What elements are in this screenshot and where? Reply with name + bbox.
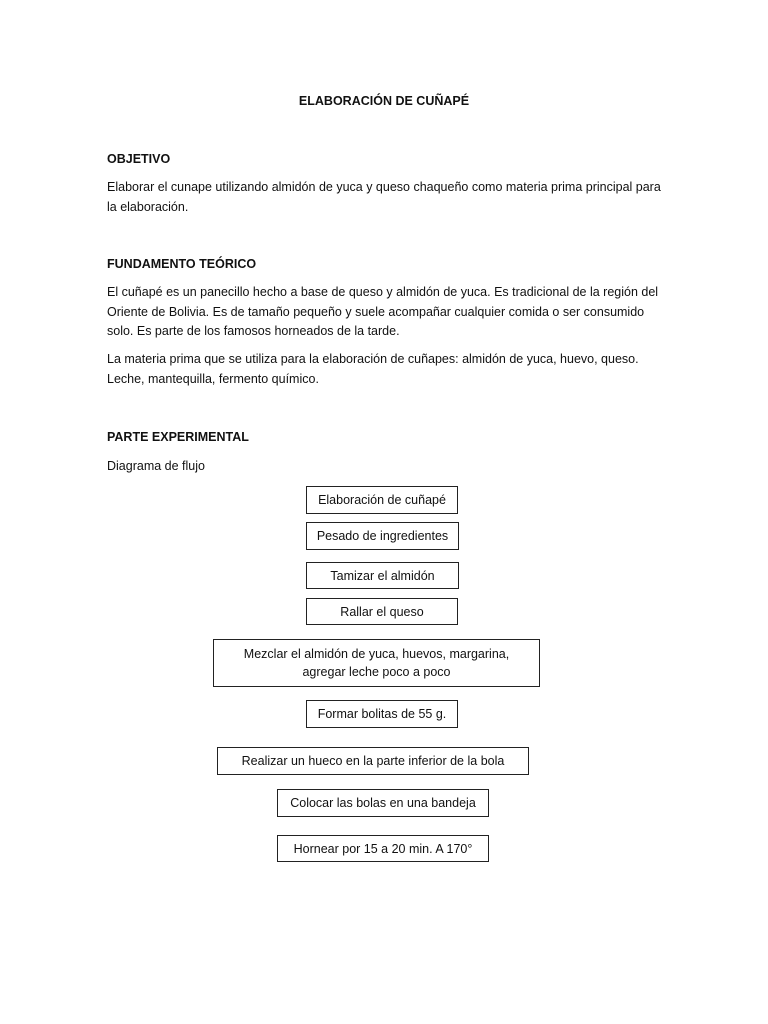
flow-step-5: Mezclar el almidón de yuca, huevos, margarina, agregar leche poco a poco bbox=[213, 639, 540, 687]
flow-diagram-subheading: Diagrama de flujo bbox=[107, 459, 205, 473]
flow-step-7: Realizar un hueco en la parte inferior de la bola bbox=[217, 747, 529, 775]
fundamento-heading: FUNDAMENTO TEÓRICO bbox=[107, 257, 257, 271]
flow-step-6: Formar bolitas de 55 g. bbox=[306, 700, 458, 728]
fundamento-paragraph-2: La materia prima que se utiliza para la elaboración de cuñapes: almidón de yuca, huevo, queso. Leche, mantequilla, fermento químico. bbox=[107, 352, 639, 386]
flow-step-3: Tamizar el almidón bbox=[306, 562, 459, 589]
flow-step-2: Pesado de ingredientes bbox=[306, 522, 459, 550]
objetivo-heading: OBJETIVO bbox=[107, 152, 171, 166]
flow-step-9: Hornear por 15 a 20 min. A 170° bbox=[277, 835, 489, 862]
flow-step-4: Rallar el queso bbox=[306, 598, 458, 625]
fundamento-paragraph-1: El cuñapé es un panecillo hecho a base de queso y almidón de yuca. Es tradicional de la región del Oriente de Bolivia. Es de tamaño pequeño y suele acompañar cualquier comida o ser consumido solo. Es parte de los famosos horneados de la tarde. bbox=[107, 285, 659, 338]
flow-step-8: Colocar las bolas en una bandeja bbox=[277, 789, 489, 817]
document-title: ELABORACIÓN DE CUÑAPÉ bbox=[298, 94, 470, 108]
flow-step-1: Elaboración de cuñapé bbox=[306, 486, 458, 514]
objetivo-text: Elaborar el cunape utilizando almidón de yuca y queso chaqueño como materia prima principal para la elaboración. bbox=[107, 180, 661, 214]
experimental-heading: PARTE EXPERIMENTAL bbox=[107, 430, 249, 444]
